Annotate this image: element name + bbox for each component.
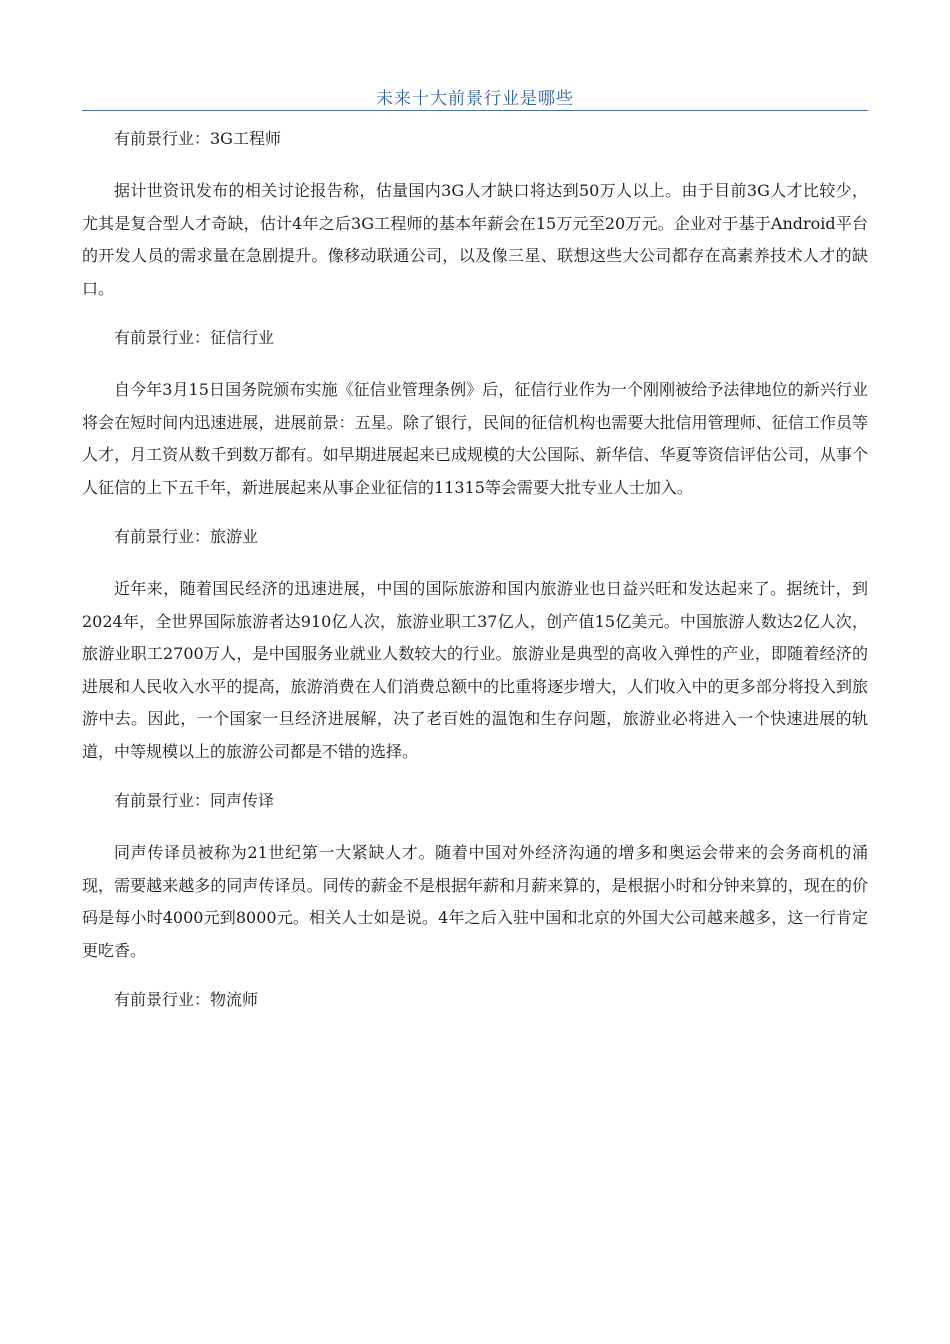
- section-heading-credit-industry: 有前景行业：征信行业: [114, 328, 275, 347]
- section-heading-3g-engineer: 有前景行业：3G工程师: [114, 129, 281, 148]
- paragraph-3g-engineer: 据计世资讯发布的相关讨论报告称，估量国内3G人才缺口将达到50万人以上。由于目前3G人才比较少，尤其是复合型人才奇缺，估计4年之后3G工程师的基本年薪会在15万元至20万元。企业对于基于Android平台的开发人员的需求量在急剧提升。像移动联通公司，以及像三星、联想这些大公司都存在高素养技术人才的缺口。: [82, 181, 868, 298]
- paragraph-tourism: 近年来，随着国民经济的迅速进展，中国的国际旅游和国内旅游业也日益兴旺和发达起来了。据统计，到2024年，全世界国际旅游者达910亿人次，旅游业职工37亿人，创产值15亿美元。中国旅游人数达2亿人次，旅游业职工2700万人，是中国服务业就业人数较大的行业。旅游业是典型的高收入弹性的产业，即随着经济的进展和人民收入水平的提高，旅游消费在人们消费总额中的比重将逐步增大，人们收入中的更多部分将投入到旅游中去。因此，一个国家一旦经济进展解，决了老百姓的温饱和生存问题，旅游业必将进入一个快速进展的轨道，中等规模以上的旅游公司都是不错的选择。: [82, 579, 868, 761]
- section-heading-logistics: 有前景行业：物流师: [114, 990, 259, 1009]
- document-body: [82, 120, 868, 1036]
- section-heading-tourism: 有前景行业：旅游业: [114, 527, 259, 546]
- document-title: 未来十大前景行业是哪些: [376, 89, 574, 109]
- page-header: [82, 80, 868, 111]
- section-heading-interpreter: 有前景行业：同声传译: [114, 791, 275, 810]
- paragraph-credit-industry: 自今年3月15日国务院颁布实施《征信业管理条例》后，征信行业作为一个刚刚被给予法律地位的新兴行业将会在短时间内迅速进展，进展前景：五星。除了银行，民间的征信机构也需要大批信用管理师、征信工作员等人才，月工资从数千到数万都有。如早期进展起来已成规模的大公国际、新华信、华夏等资信评估公司，从事个人征信的上下五千年，新进展起来从事企业征信的11315等会需要大批专业人士加入。: [82, 380, 868, 497]
- paragraph-interpreter: 同声传译员被称为21世纪第一大紧缺人才。随着中国对外经济沟通的增多和奥运会带来的会务商机的涌现，需要越来越多的同声传译员。同传的薪金不是根据年薪和月薪来算的，是根据小时和分钟来算的，现在的价码是每小时4000元到8000元。相关人士如是说。4年之后入驻中国和北京的外国大公司越来越多，这一行肯定更吃香。: [82, 843, 868, 960]
